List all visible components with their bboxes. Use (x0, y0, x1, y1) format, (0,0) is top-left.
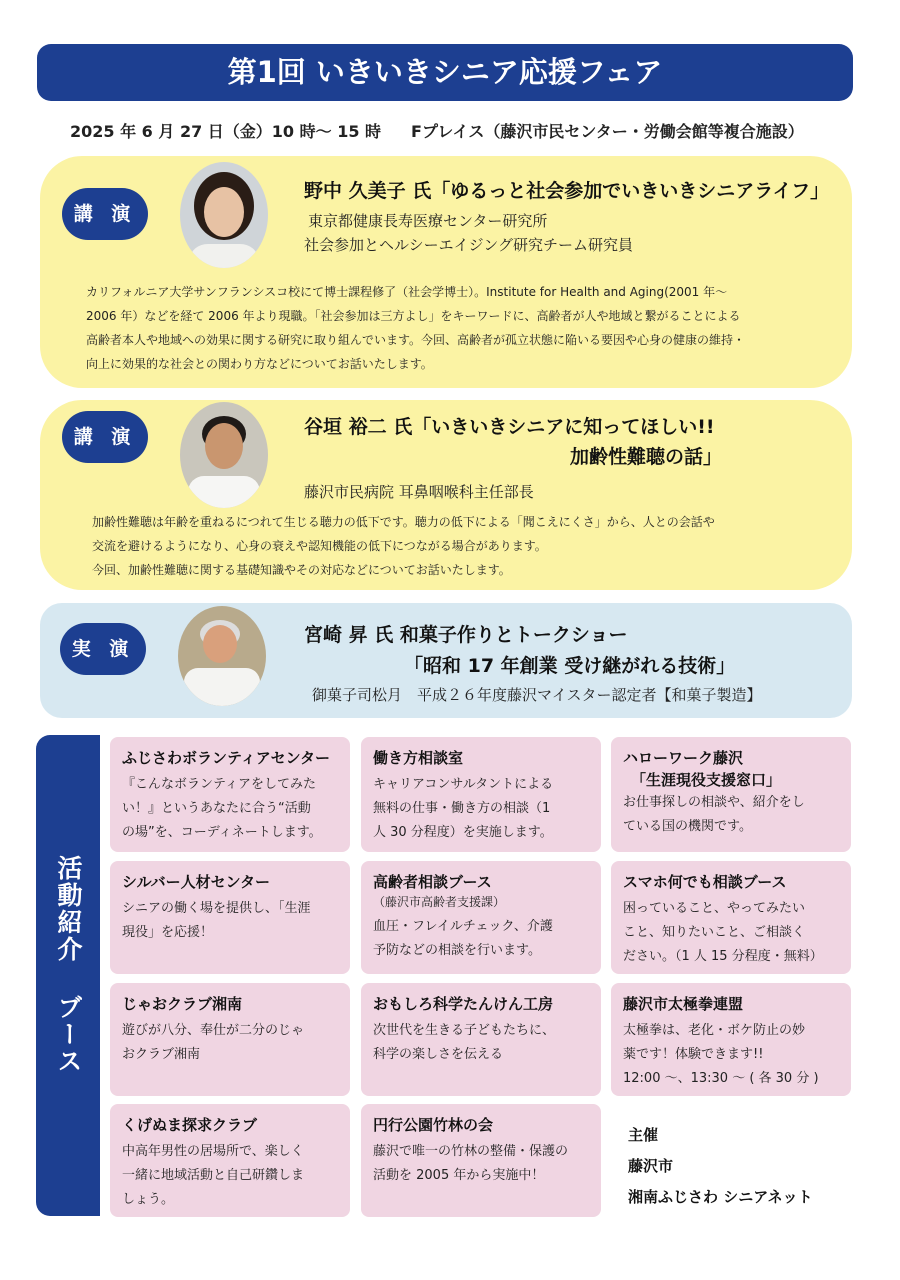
speaker-photo-nonaka (180, 162, 268, 268)
booth-title: 藤沢市太極拳連盟 (623, 995, 744, 1013)
booth-line: 予防などの相談を行います。 (373, 943, 541, 958)
booth-title: 働き方相談室 (373, 749, 464, 767)
speaker-photo-miyazaki (178, 606, 266, 706)
booth-line: キャリアコンサルタントによる (373, 777, 554, 792)
booth-line: お仕事探しの相談や、紹介をし (623, 795, 805, 810)
page-title: 第1回 いきいきシニア応援フェア (37, 44, 853, 101)
booth-title: くげぬま探求クラブ (122, 1116, 258, 1134)
booth-description (623, 897, 839, 969)
booth-line: 科学の楽しさを伝える (373, 1047, 504, 1062)
organizer-label: 主催 (628, 1126, 659, 1144)
lecture-1-line-3: 高齢者本人や地域への効果に関する研究に取り組んでいます。今回、高齢者が孤立状態に陥いる要因や心身の健康の維持・ (86, 333, 746, 347)
booth-line: シニアの働く場を提供し、「生涯 (122, 901, 311, 916)
booth-line: 困っていること、やってみたい (623, 901, 806, 916)
organizer-name-2: 湘南ふじさわ シニアネット (628, 1188, 813, 1206)
booth-title: シルバー人材センター (122, 873, 270, 891)
booth-line: 無料の仕事・働き方の相談（1 (373, 801, 551, 816)
booth-line: 遊びが八分、奉仕が二分のじゃ (122, 1023, 305, 1038)
booth-kugenuma-club (110, 1104, 350, 1217)
demo-title-2: 「昭和 17 年創業 受け継がれる技術」 (404, 655, 736, 677)
booth-line: の場”を、コーディネートします。 (122, 825, 322, 840)
booth-line: 血圧・フレイルチェック、介護 (373, 919, 553, 934)
demo-badge: 実 演 (60, 623, 146, 675)
lecture-2-title-1: 谷垣 裕二 氏「いきいきシニアに知ってほしい!! (304, 416, 715, 438)
booth-title-2: 「生涯現役支援窓口」 (631, 771, 782, 789)
booth-title: おもしろ科学たんけん工房 (373, 995, 554, 1013)
event-date-venue (70, 119, 804, 142)
booth-description (373, 915, 589, 963)
lecture-1-line-4: 向上に効果的な社会との関わり方などについてお話いたします。 (86, 357, 433, 371)
demo-affiliation: 御菓子司松月 平成２６年度藤沢マイスター認定者【和菓子製造】 (312, 686, 762, 704)
booth-line: 藤沢で唯一の竹林の整備・保護の (373, 1144, 569, 1159)
booth-line: おクラブ湘南 (122, 1047, 201, 1062)
booth-line: 薬です！体験できます!! (623, 1047, 764, 1062)
booth-jao-club (110, 983, 350, 1096)
booth-elderly-consultation (361, 861, 601, 974)
booth-description (122, 1140, 338, 1212)
booth-line: しょう。 (122, 1192, 175, 1207)
lecture-1-description (86, 280, 846, 376)
booth-work-consultation (361, 737, 601, 852)
booth-description (122, 1019, 338, 1067)
booth-title: スマホ何でも相談ブース (623, 873, 787, 891)
lecture-1-title: 野中 久美子 氏「ゆるっと社会参加でいきいきシニアライフ」 (304, 180, 830, 202)
booth-line: 次世代を生きる子どもたちに、 (373, 1023, 556, 1038)
booth-hello-work (611, 737, 851, 852)
organizer-name-1: 藤沢市 (628, 1157, 674, 1175)
booth-line: 『こんなボランティアをしてみた (122, 777, 316, 792)
booth-subtitle: （藤沢市高齢者支援課） (373, 895, 506, 909)
booth-volunteer-center (110, 737, 350, 852)
booth-description (122, 773, 338, 845)
lecture-1-affiliation-2: 社会参加とヘルシーエイジング研究チーム研究員 (304, 236, 633, 254)
booth-description (373, 1140, 589, 1188)
booth-description (373, 1019, 589, 1067)
lecture-1-line-2: 2006 年）などを経て 2006 年より現職。「社会参加は三方よし」をキーワードに、高齢者が人や地域と繋がることによる (86, 309, 741, 323)
booth-section-label (36, 735, 100, 1216)
event-venue: Fプレイス（藤沢市民センター・労働会館等複合施設） (411, 122, 804, 141)
booth-line: ている国の機関です。 (623, 819, 752, 834)
booth-section-label-text: 活動紹介 ブース (54, 855, 83, 1075)
booth-line: 人 30 分程度）を実施します。 (373, 825, 553, 840)
lecture-1-affiliation-1: 東京都健康長寿医療センター研究所 (308, 212, 548, 230)
booth-smartphone (611, 861, 851, 974)
booth-line: 一緒に地域活動と自己研鑽しま (122, 1168, 305, 1183)
event-date: 2025 年 6 月 27 日（金）10 時～ 15 時 (70, 122, 382, 141)
booth-line: こと、知りたいこと、ご相談く (623, 925, 806, 940)
booth-title: 高齢者相談ブース (373, 873, 492, 891)
lecture-1-line-1: カリフォルニア大学サンフランシスコ校にて博士課程修了（社会学博士）。Institute for Health and Aging(2001 年～ (86, 285, 728, 299)
lecture-2-line-1: 加齢性難聴は年齢を重ねるにつれて生じる聴力の低下です。聴力の低下による「聞こえにくさ」から、人との会話や (92, 515, 715, 529)
booth-line: 現役」を応援！ (122, 925, 214, 940)
booth-title: じゃおクラブ湘南 (122, 995, 243, 1013)
booth-taichi (611, 983, 851, 1096)
booth-science-workshop (361, 983, 601, 1096)
organizer-block (628, 1120, 813, 1213)
booth-bamboo-forest (361, 1104, 601, 1217)
booth-line: 12:00 ～、13:30 ～ ( 各 30 分 ) (623, 1071, 819, 1086)
booth-silver-jinzai (110, 861, 350, 974)
demo-title-1: 宮崎 昇 氏 和菓子作りとトークショー (304, 624, 628, 646)
lecture-2-line-2: 交流を避けるようになり、心身の衰えや認知機能の低下につながる場合があります。 (92, 539, 547, 553)
lecture-2-title-2: 加齢性難聴の話」 (570, 446, 723, 468)
booth-line: 太極拳は、老化・ボケ防止の妙 (623, 1023, 806, 1038)
booth-title: ハローワーク藤沢 (623, 749, 744, 767)
booth-line: い！』というあなたに合う“活動 (122, 801, 311, 816)
booth-line: ださい。（1 人 15 分程度・無料） (623, 949, 823, 964)
booth-description (373, 773, 589, 845)
speaker-photo-tanigaki (180, 402, 268, 508)
booth-description (623, 1019, 839, 1091)
booth-line: 活動を 2005 年から実施中！ (373, 1168, 545, 1183)
lecture-2-description (92, 510, 852, 582)
lecture-badge-2: 講 演 (62, 411, 148, 463)
booth-title: 円行公園竹林の会 (373, 1116, 494, 1134)
lecture-badge-1: 講 演 (62, 188, 148, 240)
booth-description (623, 791, 839, 839)
booth-description (122, 897, 338, 945)
booth-title: ふじさわボランティアセンター (122, 749, 331, 767)
booth-line: 中高年男性の居場所で、楽しく (122, 1144, 304, 1159)
lecture-2-line-3: 今回、加齢性難聴に関する基礎知識やその対応などについてお話いたします。 (92, 563, 511, 577)
lecture-2-affiliation: 藤沢市民病院 耳鼻咽喉科主任部長 (304, 483, 534, 501)
